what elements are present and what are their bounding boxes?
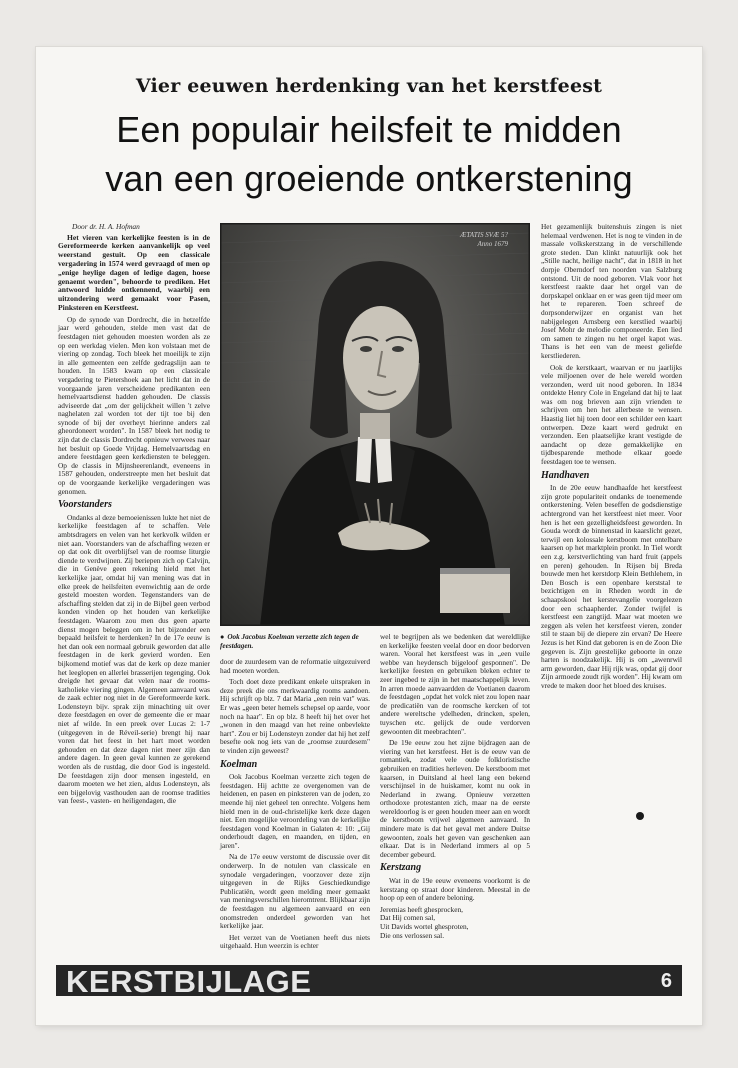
- paragraph: wel te begrijpen als we bedenken dat wereldlijke en kerkelijke feesten veelal door en door bedorven waren. Vooral het kerstfeest was in „een vuile webbe van heydensch bijgeloof gesponnen". De kerkelijke feesten en gebruiken bleken echter te zeer ingebed te zijn in het maatschappelijk leven. In arren moede aanvaardden de Voetianen daarom de feestdagen „opdat het volck niet zou lopen naar de predicatiën van de roomsche kercken of tot andere wereltsche ydelheden, drincken, spelen, tuyschen etc. gelijck de oude verdorven gewoonten dit meebrachten".: [380, 632, 530, 736]
- portrait-inscription: [460, 231, 508, 249]
- article-kicker: Vier eeuwen herdenking van het kerstfeest: [135, 75, 603, 97]
- inscription-line-1: ÆTATIS SVÆ 5?: [460, 231, 508, 239]
- newspaper-page: [36, 47, 702, 1025]
- column-2: [220, 658, 370, 954]
- section-footer-bar: [56, 964, 682, 999]
- headline-line-1: Een populair heilsfeit te midden: [116, 109, 622, 150]
- paragraph: Op de synode van Dordrecht, die in hetzelfde jaar werd gehouden, stelde men vast dat de feestdagen niet gehouden moesten worden als ze op een werkdag vielen. Men kon volstaan met de viering op zondag. Toch bleek het moeilijk te zijn in alle gemeenten een zelfde gedragslijn aan te houden. In 1583 kwam op een classicale vergadering te Pietershoek aan het licht dat in de voorgaande jaren verscheidene predikanten een hemelvaartsdienst hadden gehouden. De classis adviseerde dat „om der gelijckheit willen 't zelve naghelaten zal worden tot der tijt toe bij den synode of bij der overheyt hierinne anders zal gheordoneert worden". In 1587 bleek het nodig te zijn dat de classis Dordrecht opnieuw verwees naar het besluit op Goede Vrijdag. Hemelvaartsdag en andere feestdagen geen kerkdiensten te beleggen. Op de classis in Mijnsheerenlandt, eveneens in 1587 gehouden, onderstreepte men het besluit dat op de voorgaande kerkelijke vergaderingen was genomen.: [58, 314, 210, 496]
- inscription-line-2: Anno 1679: [477, 240, 508, 248]
- poem-line: Jeremias heeft ghesprocken,: [380, 904, 463, 914]
- column-3: [380, 633, 530, 940]
- page-number: 6: [660, 970, 672, 992]
- paragraph: door de zuurdesem van de reformatie uitgezuiverd had moeten worden.: [220, 657, 370, 675]
- headline-line-2: van een groeiende ontkerstening: [105, 158, 633, 199]
- paragraph: Wat in de 19e eeuw eveneens voorkomt is de kerstzang op straat door kinderen. Meestal in de hoop op een of andere beloning.: [380, 876, 530, 903]
- paragraph: Ondanks al deze bemoeienissen lukte het niet de kerkelijke feestdagen af te schaffen. Vele ambtsdragers en velen van het kerkvolk wilden er niet aan. Voorstanders van de afschaffing wezen er op dat ook dit overblijfsel van de roomse liturgie diende te verdwijnen. Zij beriepen zich op Calvijn, die in Genève geen rekening hield met het kerkelijke jaar, omdat hij van mening was dat in elke preek de heilsfeiten evenwichtig aan de orde gesteld moesten worden. Tegenstanders van de afschaffing stelden dat zij in de Bijbel geen verbod konden vinden op het houden van kerkelijke feestdagen. Waarom zou men dus geen aparte dienst mogen beleggen om in het bijzonder een bepaald heilsfeit te herdenken? In de 17e eeuw is het dan ook een normaal gebruik geworden dat alle feestdagen in de kerk gevierd worden. Een bijkomend motief was dat de kerk op deze manier het leeglopen en allerlei brasserijen tegenging. Ook dreigde het gevaar dat velen naar de rooms-katholieke viering gingen. Algemeen aanvaard was de zaak echter nog niet in de Gereformeerde kerk. Lodensteyn bijv. sprak zijn minachting uit over deze feestdagen en over de gemeente die er maar niet af wilde. In een preek over Lucas 2: 1-7 (uitgegeven in de Réveil-serie) brengt hij naar voren dat het feest in het hart moet worden gehouden en dat deze dagen niet meer zijn dan andere dagen. In geen geval kunnen ze gerekend worden als de rustdag, die door God is ingesteld. De feestdagen zijn door mensen ingesteld, en daarom moeten we het zien, aldus Lodensteyn, als een bijgelovig vasthouden aan de roomse tradities van feest-, vasten- en heiligendagen, die: [58, 512, 210, 806]
- caption-text: Ook Jacobus Koelman verzette zich tegen de feestdagen.: [220, 633, 359, 650]
- paragraph: Toch doet deze predikant enkele uitspraken in deze preek die ons merkwaardig rooms aandoen. Hij schrijft op blz. 7 dat Maria „een rein vat" was. Er was „geen beter hemels schepsel op aarde, voor noch na haar". En op blz. 8 heeft hij het over het „wonen in den maagd van het reine onbevlekte hart". Zou er bij Lodensteyn zonder dat hij het zelf besefte ook nog iets van de „roomse zuurdesem" te vinden zijn geweest?: [220, 677, 370, 755]
- paragraph: Ook Jacobus Koelman verzette zich tegen de feestdagen. Hij achtte ze overgenomen van de heidenen, en pasen en pinksteren van de joden, zo meende hij niet geheel ten onrechte. Volgens hem hield men in de oud-christelijke kerk deze dagen niet. Een mogelijke veroordeling van de kerkelijke feestdagen vond Koelman in Galaten 4: 10: „Gij onderhoudt dagen, en maanden, en tijden, en jaren".: [220, 772, 370, 850]
- section-title: KERSTBIJLAGE: [66, 964, 312, 999]
- column-1: [58, 223, 210, 809]
- poem-line: Uit Davids wortel ghesproten,: [380, 922, 469, 931]
- subheading-kerstzang: Kerstzang: [380, 862, 422, 874]
- portrait-photo: [220, 223, 530, 626]
- byline: Door dr. H. A. Hofman: [72, 222, 140, 231]
- paragraph: Na de 17e eeuw verstomt de discussie over dit onderwerp. In de notulen van classicale en synodale vergaderingen, voorzover deze zijn uitgegeven in de Rijks Geschiedkundige Publicatiën, wordt geen melding meer gemaakt van meningsverschillen hieromtrent. Blijkbaar zijn de feestdagen nu algemeen aanvaard en een onomstreden onderdeel geworden van het kerkelijke jaar.: [220, 852, 370, 931]
- bullet-icon: ●: [220, 633, 225, 641]
- subheading-koelman: Koelman: [220, 758, 258, 770]
- poem-line: Die ons verlossen sal.: [380, 930, 445, 940]
- lead-paragraph: Het vieren van kerkelijke feesten is in de Gereformeerde kerken aanvankelijk op veel weerstand gestuit. Op een classicale vergadering in 1574 werd gevraagd of men op „enige heylige dagen of ledige dagen, hoese genaemt worden", behoorde te prediken. Het antwoord luidde ontkennend, waarbij een uitzondering werd gemaakt voor Pasen, Pinksteren en Kerstfeest.: [58, 232, 210, 312]
- paragraph: De 19e eeuw zou het zijne bijdragen aan de viering van het kerstfeest. Het is de eeuw van de romantiek, zodat vele oude folkloristische gebruiken en tradities herleven. De kerstboom met kaarsen, in Duitsland al heel lang een bekend verschijnsel in de huiskamer, komt nu ook in Nederland in zwang. Opnieuw verzetten orthodoxe protestanten zich, maar na de eerste wereldoorlog is er geen houden meer aan en wordt de kerstboom vrijwel algemeen aanvaard. In mindere mate is dat het geval met andere Duitse gewoonten, zoals het geven van geschenken aan elkaar. Dat is in Nederland immers al op 5 december gebeurd.: [380, 738, 530, 859]
- paragraph: Het verzet van de Voetianen heeft dus niets uitgehaald. Hun weerzin is echter: [220, 932, 370, 951]
- paragraph: Het gezamenlijk buitenshuis zingen is niet helemaal verdwenen. Het is nog te vinden in de massale volkskerstzang in de verschillende grote steden. Dan klinkt natuurlijk ook het „Stille nacht, heilige nacht", dat in 1818 in het dorpje Oberndorf ten noorden van Salzburg ontstond. Uit de nood geboren. Vlak voor het kerstfeest raakte daar het orgel van de dorpskapel onklaar en er was geen tijd meer om het te repareren. Toen schreef de dorpsonderwijzer en organist van het nabijgelegen Arnsberg een kerstlied waarbij Josef Mohr de melodie componeerde. Een lied om samen te zingen nu het orgel kapot was. Thans is het een van de meest geliefde kerstliederen.: [541, 222, 682, 360]
- column-4: [541, 223, 682, 693]
- article-headline: [46, 105, 692, 203]
- paragraph: Ook de kerstkaart, waarvan er nu jaarlijks vele miljoenen over de hele wereld worden verzonden, werd uit nood geboren. In 1834 ontdekte Henry Cole in Engeland dat hij te laat was om nog brieven aan zijn vrienden te schrijven om hen het allerbeste te wensen. Haastig liet hij toen door een schilder een kaart ontwerpen. Deze kaart werd gedrukt en verzonden. Een plaatselijke krant vestigde de aandacht op deze gemakkelijke en tijdbesparende methode elkaar goede feestdagen toe te wensen.: [541, 362, 682, 467]
- subheading-voorstanders: Voorstanders: [58, 499, 112, 511]
- subheading-handhaven: Handhaven: [541, 469, 590, 481]
- portrait-engraving: [220, 223, 530, 626]
- photo-caption: [220, 633, 370, 650]
- poem-line: Dat Hij comen sal,: [380, 913, 436, 923]
- paragraph: In de 20e eeuw handhaafde het kerstfeest zijn grote populariteit ondanks de toenemende ontkerstening. Velen beseffen de godsdienstige achtergrond van het kerstfeest niet meer. Voor hen is het een gezelligheidsfeest geworden. In Gouda wordt de binnenstad in kaarslicht gezet, terwijl een kolossale kerstboom met ontelbare kaarsen op het marktplein pronkt. In Tiel wordt een z.g. kerstverlichting van hard fruit (appels en peren) gehouden. In Rijsen bij Breda bouwde men het kerstdorp Klein Bethlehem, in Den Bosch is een openbare kerststal te bezichtigen en in Rheden wordt in de schaapskooi het kerstevangelie voorgelezen door een schaapherder. Zonder twijfel is kerstfeest een zangtijd. Maar wat moeten we zeggen als velen het kerstfeest vieren, zonder stil te staan bij de diepere zin ervan? De Heere Jezus is het Kind dat geboren is en de Zoon Die gegeven is. Zijn geestelijke geboorte in onze harten is noodzakelijk. Hij is om „awenrwil arm geworden, daar Hij rijk was, opdat gij door Zijn armoede zoudt rijk worden". Hij kwam om vrede te maken door het bloed des kruises.: [541, 483, 682, 690]
- end-of-article-mark: [636, 812, 644, 820]
